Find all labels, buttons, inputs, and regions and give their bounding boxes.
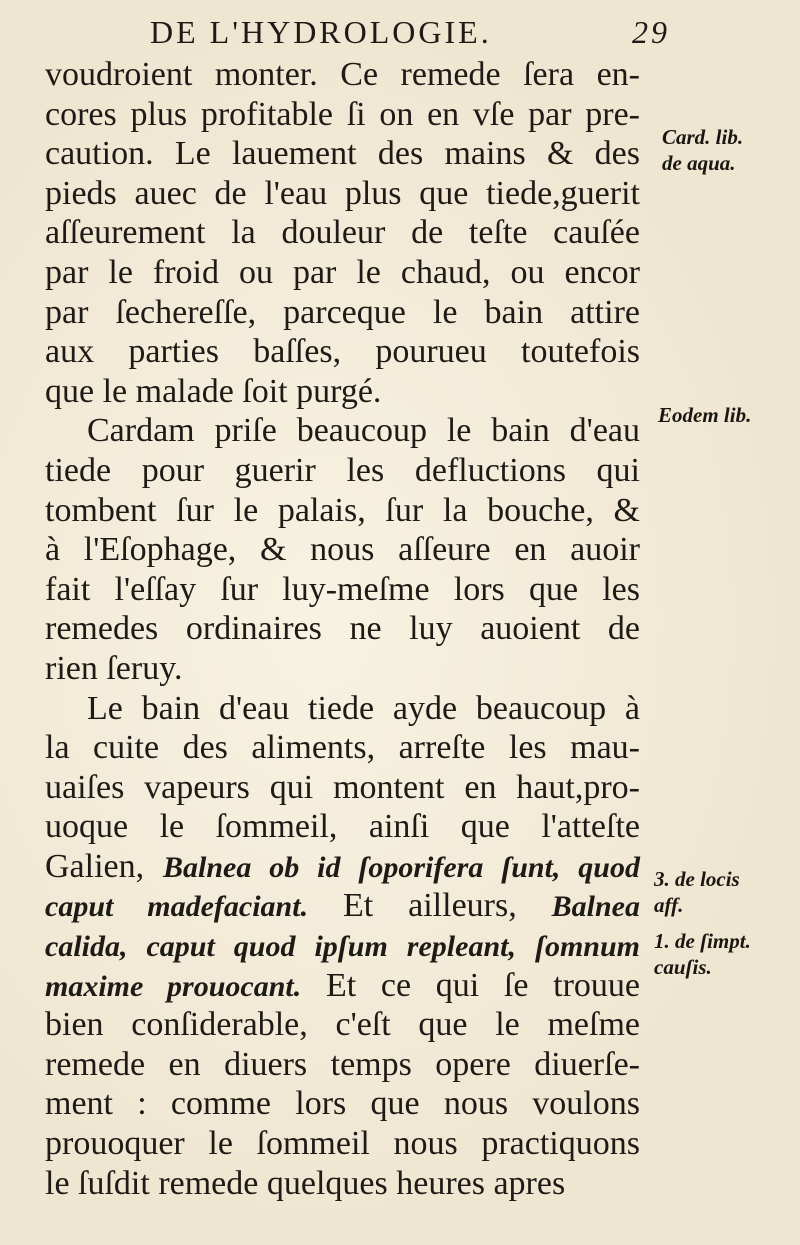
margin-note bbox=[662, 124, 743, 176]
text-line bbox=[45, 807, 640, 847]
text-segment: voudroient monter. Ce remede ſera en- bbox=[45, 56, 640, 93]
text-segment: rien ſeruy. bbox=[45, 649, 183, 687]
text-line bbox=[45, 1045, 640, 1085]
margin-note-text: 3. de locis aff. bbox=[654, 867, 740, 917]
margin-note bbox=[658, 402, 751, 428]
text-line bbox=[45, 570, 640, 610]
running-title: DE L'HYDROLOGIE. bbox=[150, 14, 492, 50]
text-line bbox=[45, 689, 640, 729]
text-segment: Le bain d'eau tiede ayde beaucoup à bbox=[87, 689, 640, 727]
running-header bbox=[150, 14, 670, 54]
text-line bbox=[45, 768, 640, 808]
text-segment: remede en diuers temps opere diuerſe- bbox=[45, 1045, 640, 1083]
text-line bbox=[45, 886, 640, 926]
text-segment: aux parties baſſes, pourueu toutefois bbox=[45, 333, 640, 371]
text-segment: bien conſiderable, c'eſt que le meſme bbox=[45, 1006, 640, 1044]
text-line bbox=[45, 1084, 640, 1124]
text-line bbox=[45, 55, 640, 95]
text-segment: cores plus profitable ſi on en vſe par pre- bbox=[45, 95, 640, 133]
text-segment: Cardam priſe beaucoup le bain d'eau bbox=[87, 412, 640, 450]
text-line bbox=[45, 411, 640, 451]
margin-note-text: Eodem lib. bbox=[658, 403, 752, 427]
text-segment: uaiſes vapeurs qui montent en haut,pro- bbox=[45, 768, 640, 806]
latin-quote: caput madefaciant. bbox=[45, 890, 309, 924]
text-line bbox=[45, 926, 640, 966]
text-segment: prouoquer le ſommeil nous practiquons bbox=[45, 1125, 640, 1163]
text-line bbox=[45, 134, 640, 174]
text-segment: caution. Le lauement des mains & des bbox=[45, 135, 640, 173]
margin-note bbox=[654, 928, 751, 980]
latin-quote: Balnea ob id ſoporifera ſunt, quod bbox=[163, 850, 640, 884]
margin-note bbox=[654, 866, 740, 918]
text-segment: le ſuſdit remede quelques heures apres bbox=[45, 1164, 566, 1202]
text-line bbox=[45, 293, 640, 333]
text-line bbox=[45, 966, 640, 1006]
text-line bbox=[45, 253, 640, 293]
text-line bbox=[45, 213, 640, 253]
text-line bbox=[45, 1164, 640, 1204]
text-segment: Galien, bbox=[45, 847, 164, 885]
text-line bbox=[45, 847, 640, 887]
text-segment: tombent ſur le palais, ſur la bouche, & bbox=[45, 491, 640, 529]
text-line bbox=[45, 95, 640, 135]
text-segment: tiede pour guerir les defluctions qui bbox=[45, 451, 640, 489]
text-line bbox=[45, 491, 640, 531]
latin-quote: calida, caput quod ipſum repleant, ſomnum bbox=[45, 930, 640, 964]
text-line bbox=[45, 1124, 640, 1164]
text-line bbox=[45, 451, 640, 491]
text-segment: remedes ordinaires ne luy auoient de bbox=[45, 610, 640, 648]
text-segment: Et ailleurs, bbox=[308, 887, 552, 925]
text-line bbox=[45, 530, 640, 570]
latin-quote: maxime prouocant. bbox=[45, 969, 302, 1003]
text-segment: ment : comme lors que nous voulons bbox=[45, 1085, 640, 1123]
text-segment: Et ce qui ſe trouue bbox=[301, 966, 641, 1004]
text-line bbox=[45, 372, 640, 412]
text-line bbox=[45, 649, 640, 689]
margin-note-text: Card. lib. de aqua. bbox=[662, 125, 744, 175]
text-line bbox=[45, 332, 640, 372]
text-segment: par le froid ou par le chaud, ou encor bbox=[45, 253, 640, 291]
text-segment: fait l'eſſay ſur luy-meſme lors que les bbox=[45, 570, 640, 608]
text-segment: par ſechereſſe, parceque le bain attire bbox=[45, 293, 640, 331]
text-segment: aſſeurement la douleur de teſte cauſée bbox=[45, 214, 640, 252]
page-number: 29 bbox=[632, 14, 670, 50]
text-segment: uoque le ſommeil, ainſi que l'atteſte bbox=[45, 808, 640, 846]
text-segment: à l'Eſophage, & nous aſſeure en auoir bbox=[45, 531, 640, 569]
margin-note-text: 1. de ſimpt. cauſis. bbox=[654, 929, 751, 979]
latin-quote: Balnea bbox=[551, 890, 640, 924]
text-line bbox=[45, 609, 640, 649]
text-segment: que le malade ſoit purgé. bbox=[45, 372, 382, 410]
text-segment: pieds auec de l'eau plus que tiede,guerit bbox=[45, 174, 640, 212]
text-segment: la cuite des aliments, arreſte les mau- bbox=[45, 729, 640, 767]
text-line bbox=[45, 728, 640, 768]
text-line bbox=[45, 174, 640, 214]
body-text bbox=[45, 55, 640, 1203]
text-line bbox=[45, 1005, 640, 1045]
